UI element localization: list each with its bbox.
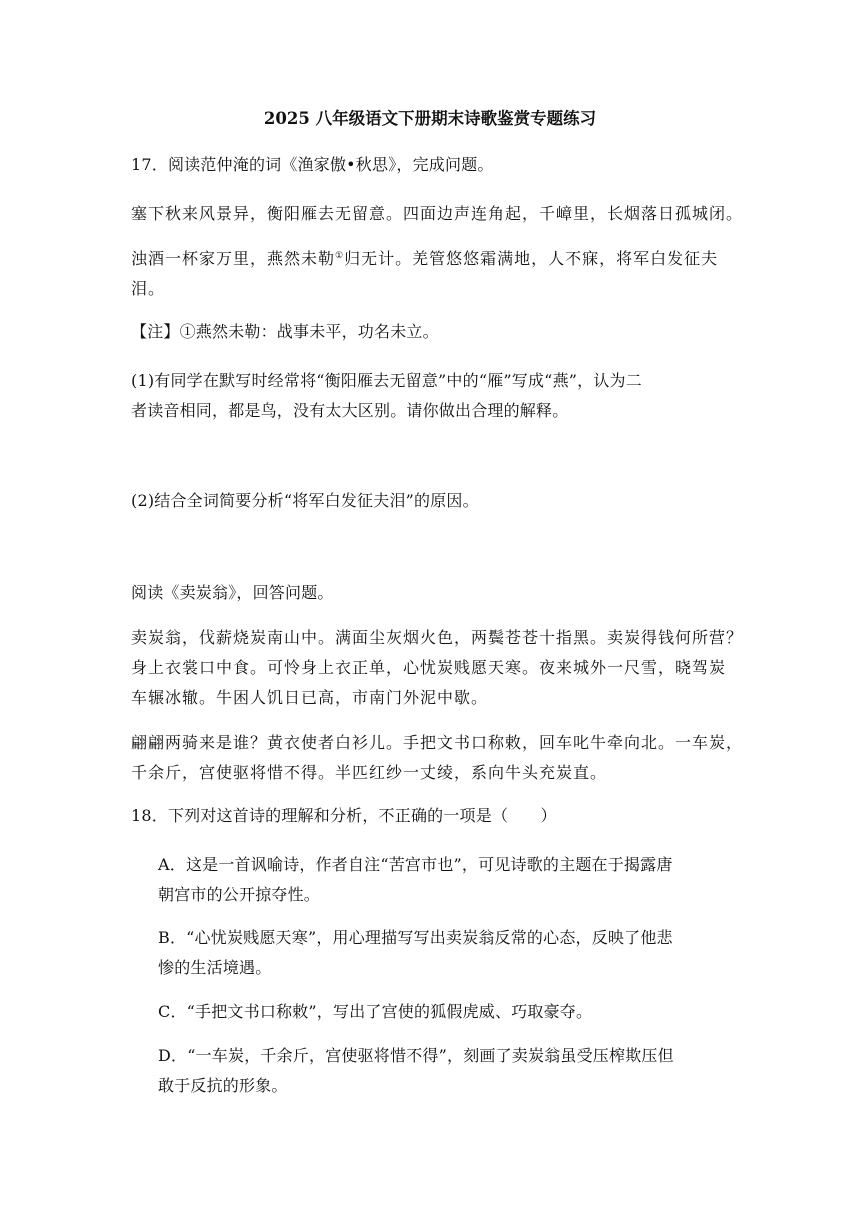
poem-line-2-text-b: 归无计。羌管悠悠霜满地，人不寐，将军白发征夫 [344, 249, 719, 268]
option-c: C．“手把文书口称敕”，写出了宫使的狐假虎威、巧取豪夺。 [158, 1002, 593, 1021]
sub-question-2: (2)结合全词简要分析“将军白发征夫泪”的原因。 [131, 491, 479, 510]
option-d-line-1: D．“一车炭，千余斤，宫使驱将惜不得”，刻画了卖炭翁虽受压榨欺压但 [158, 1046, 674, 1065]
poem-paragraph-1-line-2: 身上衣裳口中食。可怜身上衣正单，心忧炭贱愿天寒。夜来城外一尺雪，晓驾炭 [131, 658, 727, 677]
option-b-line-2: 惨的生活境遇。 [158, 958, 272, 977]
question-18-prompt: 18．下列对这首诗的理解和分析，不正确的一项是（ ） [131, 806, 557, 825]
poem-paragraph-2-line-1: 翩翩两骑来是谁？黄衣使者白衫儿。手把文书口称敕，回车叱牛牵向北。一车炭， [131, 733, 744, 752]
poem-line-2-text-a: 浊酒一杯家万里，燕然未勒 [131, 249, 336, 268]
option-d-line-2: 敢于反抗的形象。 [158, 1076, 288, 1095]
poem-line-1: 塞下秋来风景异，衡阳雁去无留意。四面边声连角起，千嶂里，长烟落日孤城闭。 [131, 204, 744, 223]
footnote: 【注】①燕然未勒：战事未平，功名未立。 [131, 322, 439, 341]
sub-question-1-line-1: (1)有同学在默写时经常将“衡阳雁去无留意”中的“雁”写成“燕”，认为二 [131, 371, 642, 390]
question-17-prompt: 17．阅读范仲淹的词《渔家傲•秋思》，完成问题。 [131, 155, 494, 174]
option-b-line-1: B．“心忧炭贱愿天寒”，用心理描写写出卖炭翁反常的心态，反映了他悲 [158, 928, 673, 947]
poem-line-3: 泪。 [131, 279, 166, 298]
sub-question-1-line-2: 者读音相同，都是鸟，没有太大区别。请你做出合理的解释。 [131, 401, 569, 420]
option-a-line-1: A．这是一首讽喻诗，作者自注“苦宫市也”，可见诗歌的主题在于揭露唐 [158, 855, 673, 874]
poem-paragraph-1-line-1: 卖炭翁，伐薪烧炭南山中。满面尘灰烟火色，两鬓苍苍十指黑。卖炭得钱何所营？ [131, 628, 744, 647]
reading-prompt: 阅读《卖炭翁》，回答问题。 [131, 583, 334, 602]
poem-paragraph-2-line-2: 千余斤，宫使驱将惜不得。半匹红纱一丈绫，系向牛头充炭直。 [131, 763, 608, 782]
page-title: 2025 八年级语文下册期末诗歌鉴赏专题练习 [263, 109, 597, 128]
option-a-line-2: 朝宫市的公开掠夺性。 [158, 885, 321, 904]
poem-paragraph-1-line-3: 车辗冰辙。牛困人饥日已高，市南门外泥中歇。 [131, 688, 489, 707]
footnote-marker: ① [335, 251, 345, 261]
poem-line-2 [131, 244, 731, 274]
